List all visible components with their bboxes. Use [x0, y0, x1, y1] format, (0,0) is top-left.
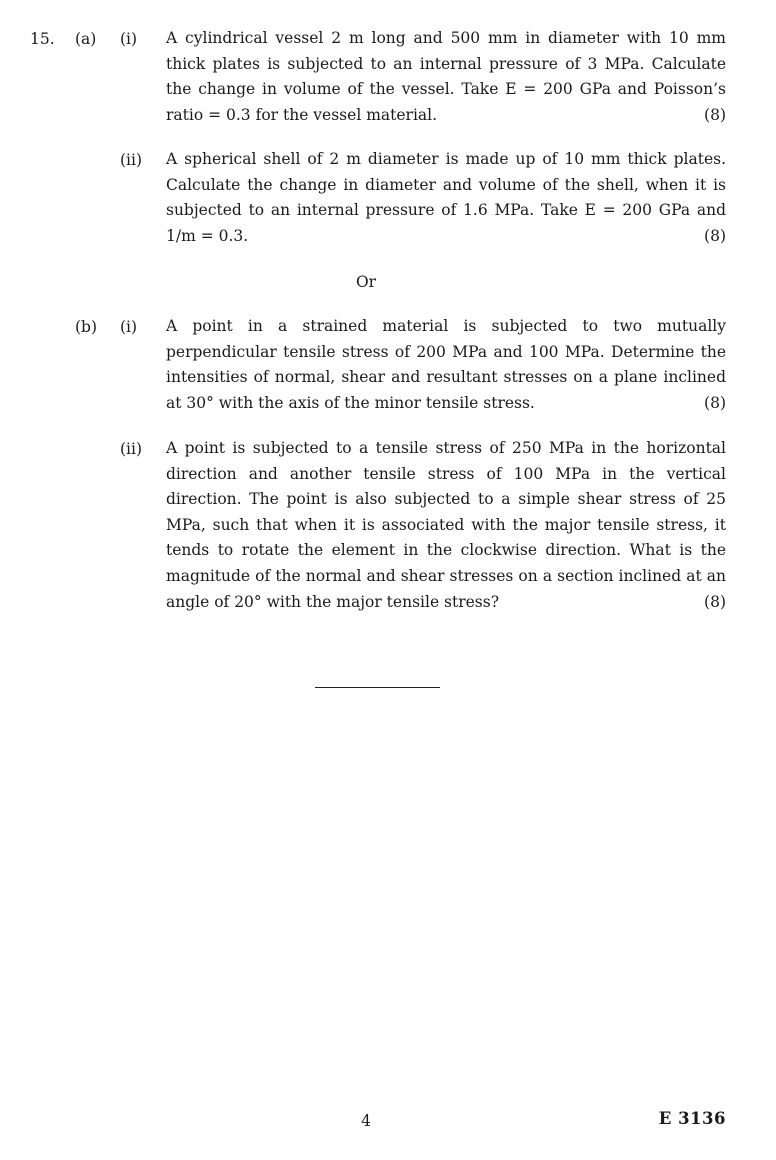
part-a-ii-marks: (8): [704, 226, 726, 245]
end-rule: [315, 687, 440, 688]
part-a-i-label: (i): [120, 30, 138, 48]
part-a-ii-question: [166, 147, 726, 249]
part-b-ii-marks: (8): [704, 592, 726, 611]
part-a-i-marks: (8): [704, 105, 726, 124]
part-b-i-label: (i): [120, 318, 138, 336]
question-number: 15.: [30, 30, 55, 48]
part-b-ii-text: A point is subjected to a tensile stress of 250 MPa in the horizontal direction and another tensile stress of 100 MPa in the vertical direction. The point is also subjected to a simple shear stress of 25 MPa, such that when it is associated with the major tensile stress, it tends to rotate the element in the clockwise direction. What is the magnitude of the normal and shear stresses on a section inclined at an angle of 20° with the major tensile stress?: [166, 439, 726, 611]
page-number: 4: [361, 1112, 371, 1130]
part-a-i-text: A cylindrical vessel 2 m long and 500 mm in diameter with 10 mm thick plates is subjected to an internal pressure of 3 MPa. Calculate the change in volume of the vessel. Take E = 200 GPa and Poisson’s ratio = 0.3 for the vessel material.: [166, 29, 726, 124]
part-b-i-text: A point in a strained material is subjected to two mutually perpendicular tensile stress of 200 MPa and 100 MPa. Determine the intensities of normal, shear and resultant stresses on a plane inclined at 30° with the axis of the minor tensile stress.: [166, 317, 726, 412]
part-b-i-marks: (8): [704, 393, 726, 412]
paper-code: E 3136: [658, 1109, 726, 1128]
part-a-label: (a): [75, 30, 97, 48]
part-a-ii-label: (ii): [120, 151, 143, 169]
part-b-ii-question: [166, 436, 726, 615]
part-b-label: (b): [75, 318, 98, 336]
part-b-i-question: [166, 314, 726, 416]
or-separator: Or: [355, 273, 377, 291]
part-a-i-question: [166, 26, 726, 128]
part-a-ii-text: A spherical shell of 2 m diameter is made up of 10 mm thick plates. Calculate the change in diameter and volume of the shell, when it is subjected to an internal pressure of 1.6 MPa. Take E = 200 GPa and 1/m = 0.3.: [166, 150, 726, 245]
part-b-ii-label: (ii): [120, 440, 143, 458]
